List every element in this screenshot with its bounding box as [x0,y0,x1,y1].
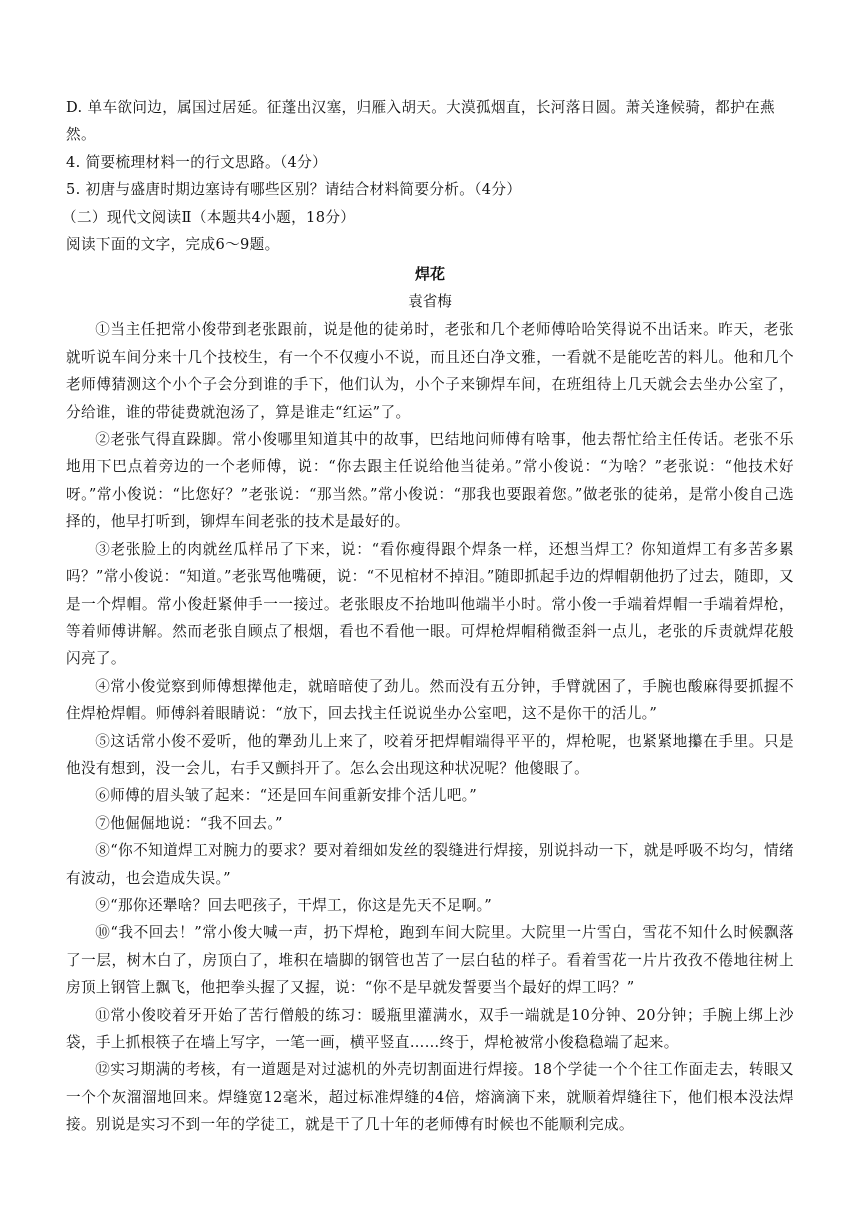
paragraph: ①当主任把常小俊带到老张跟前，说是他的徒弟时，老张和几个老师傅哈哈笑得说不出话来。昨天，老张就听说车间分来十几个技校生，有一个不仅瘦小不说，而且还白净文雅，一看就不是能吃苦的料儿。他和几个老师傅猜测这个小个子会分到谁的手下，他们认为，小个子来铆焊车间，在班组待上几天就会去坐办公室了，分给谁，谁的带徒费就泡汤了，算是谁走“红运”了。 [66,321,794,421]
paragraph: ④常小俊觉察到师傅想撵他走，就暗暗使了劲儿。然而没有五分钟，手臂就困了，手腕也酸麻得要抓握不住焊枪焊帽。师傅斜着眼睛说：“放下，回去找主任说说坐办公室吧，这不是你干的活儿。” [66,677,794,723]
paragraph: ⑫实习期满的考核，有一道题是对过滤机的外壳切割面进行焊接。18个学徒一个个往工作面走去，转眼又一个个灰溜溜地回来。焊缝宽12毫米，超过标准焊缝的4倍，熔滴滴下来，就顺着焊缝往下，他们根本没法焊接。别说是实习不到一年的学徒工，就是干了几十年的老师傅有时候也不能顺利完成。 [66,1061,794,1134]
article-title: 焊花 [414,265,445,284]
question-5: 5. 初唐与盛唐时期边塞诗有哪些区别？请结合材料简要分析。（4分） [66,181,522,199]
paragraph: ⑨“那你还犟啥？回去吧孩子，干焊工，你这是先天不足啊。” [95,896,493,914]
paragraph: ⑦他倔倔地说：“我不回去。” [95,814,283,832]
paragraph: ⑥师傅的眉头皱了起来：“还是回车间重新安排个活儿吧。” [95,787,478,805]
paragraph: ⑩“我不回去！”常小俊大喊一声，扔下焊枪，跑到车间大院里。大院里一片雪白，雪花不知什么时候飘落了一层，树木白了，房顶白了，堆积在墙脚的钢管也苫了一层白毡的样子。看着雪花一片片孜孜不倦地往树上房顶上钢管上飘飞，他把拳头握了又握，说：“你不是早就发誓要当个最好的焊工吗？” [66,924,794,997]
document-page [62,94,794,1139]
paragraph: ⑪常小俊咬着牙开始了苦行僧般的练习：暖瓶里灌满水，双手一端就是10分钟、20分钟；手腕上绑上沙袋，手上抓根筷子在墙上写字，一笔一画，横平竖直……终于，焊枪被常小俊稳稳端了起来。 [66,1006,794,1051]
paragraph: ②老张气得直跺脚。常小俊哪里知道其中的故事，巴结地问师傅有啥事，他去帮忙给主任传话。老张不乐地用下巴点着旁边的一个老师傅，说：“你去跟主任说给他当徒弟。”常小俊说：“为啥？”老张说：“他技术好呀。”常小俊说：“比您好？”老张说：“那当然。”常小俊说：“那我也要跟着您。”做老张的徒弟，是常小俊自己选择的，他早打听到，铆焊车间老张的技术是最好的。 [66,431,794,531]
paragraph: ⑧“你不知道焊工对腕力的要求？要对着细如发丝的裂缝进行焊接，别说抖动一下，就是呼吸不均匀，情绪有波动，也会造成失误。” [66,842,794,887]
article-author: 袁省梅 [408,293,452,311]
article-body [66,316,794,1138]
reading-instruction: 阅读下面的文字，完成6～9题。 [66,236,280,254]
option-d: D. 单车欲问边，属国过居延。征蓬出汉塞，归雁入胡天。大漠孤烟直，长河落日圆。萧关逢候骑，都护在燕然。 [66,99,775,144]
paragraph: ⑤这话常小俊不爱听，他的犟劲儿上来了，咬着牙把焊帽端得平平的，焊枪呢，也紧紧地攥在手里。只是他没有想到，没一会儿，右手又颤抖开了。怎么会出现这种状况呢？他傻眼了。 [66,732,794,777]
section-heading: （二）现代文阅读Ⅱ（本题共4小题，18分） [62,208,356,226]
paragraph: ③老张脸上的肉就丝瓜样吊了下来，说：“看你瘦得跟个焊条一样，还想当焊工？你知道焊工有多苦多累吗？”常小俊说：“知道。”老张骂他嘴硬，说：“不见棺材不掉泪。”随即抓起手边的焊帽朝他扔了过去，随即，又是一个焊帽。常小俊赶紧伸手一一接过。老张眼皮不抬地叫他端半小时。常小俊一手端着焊帽一手端着焊枪，等着师傅讲解。然而老张自顾点了根烟，看也不看他一眼。可焊枪焊帽稍微歪斜一点儿，老张的斥责就焊花般闪亮了。 [66,540,794,668]
question-4: 4. 简要梳理材料一的行文思路。（4分） [66,153,328,171]
